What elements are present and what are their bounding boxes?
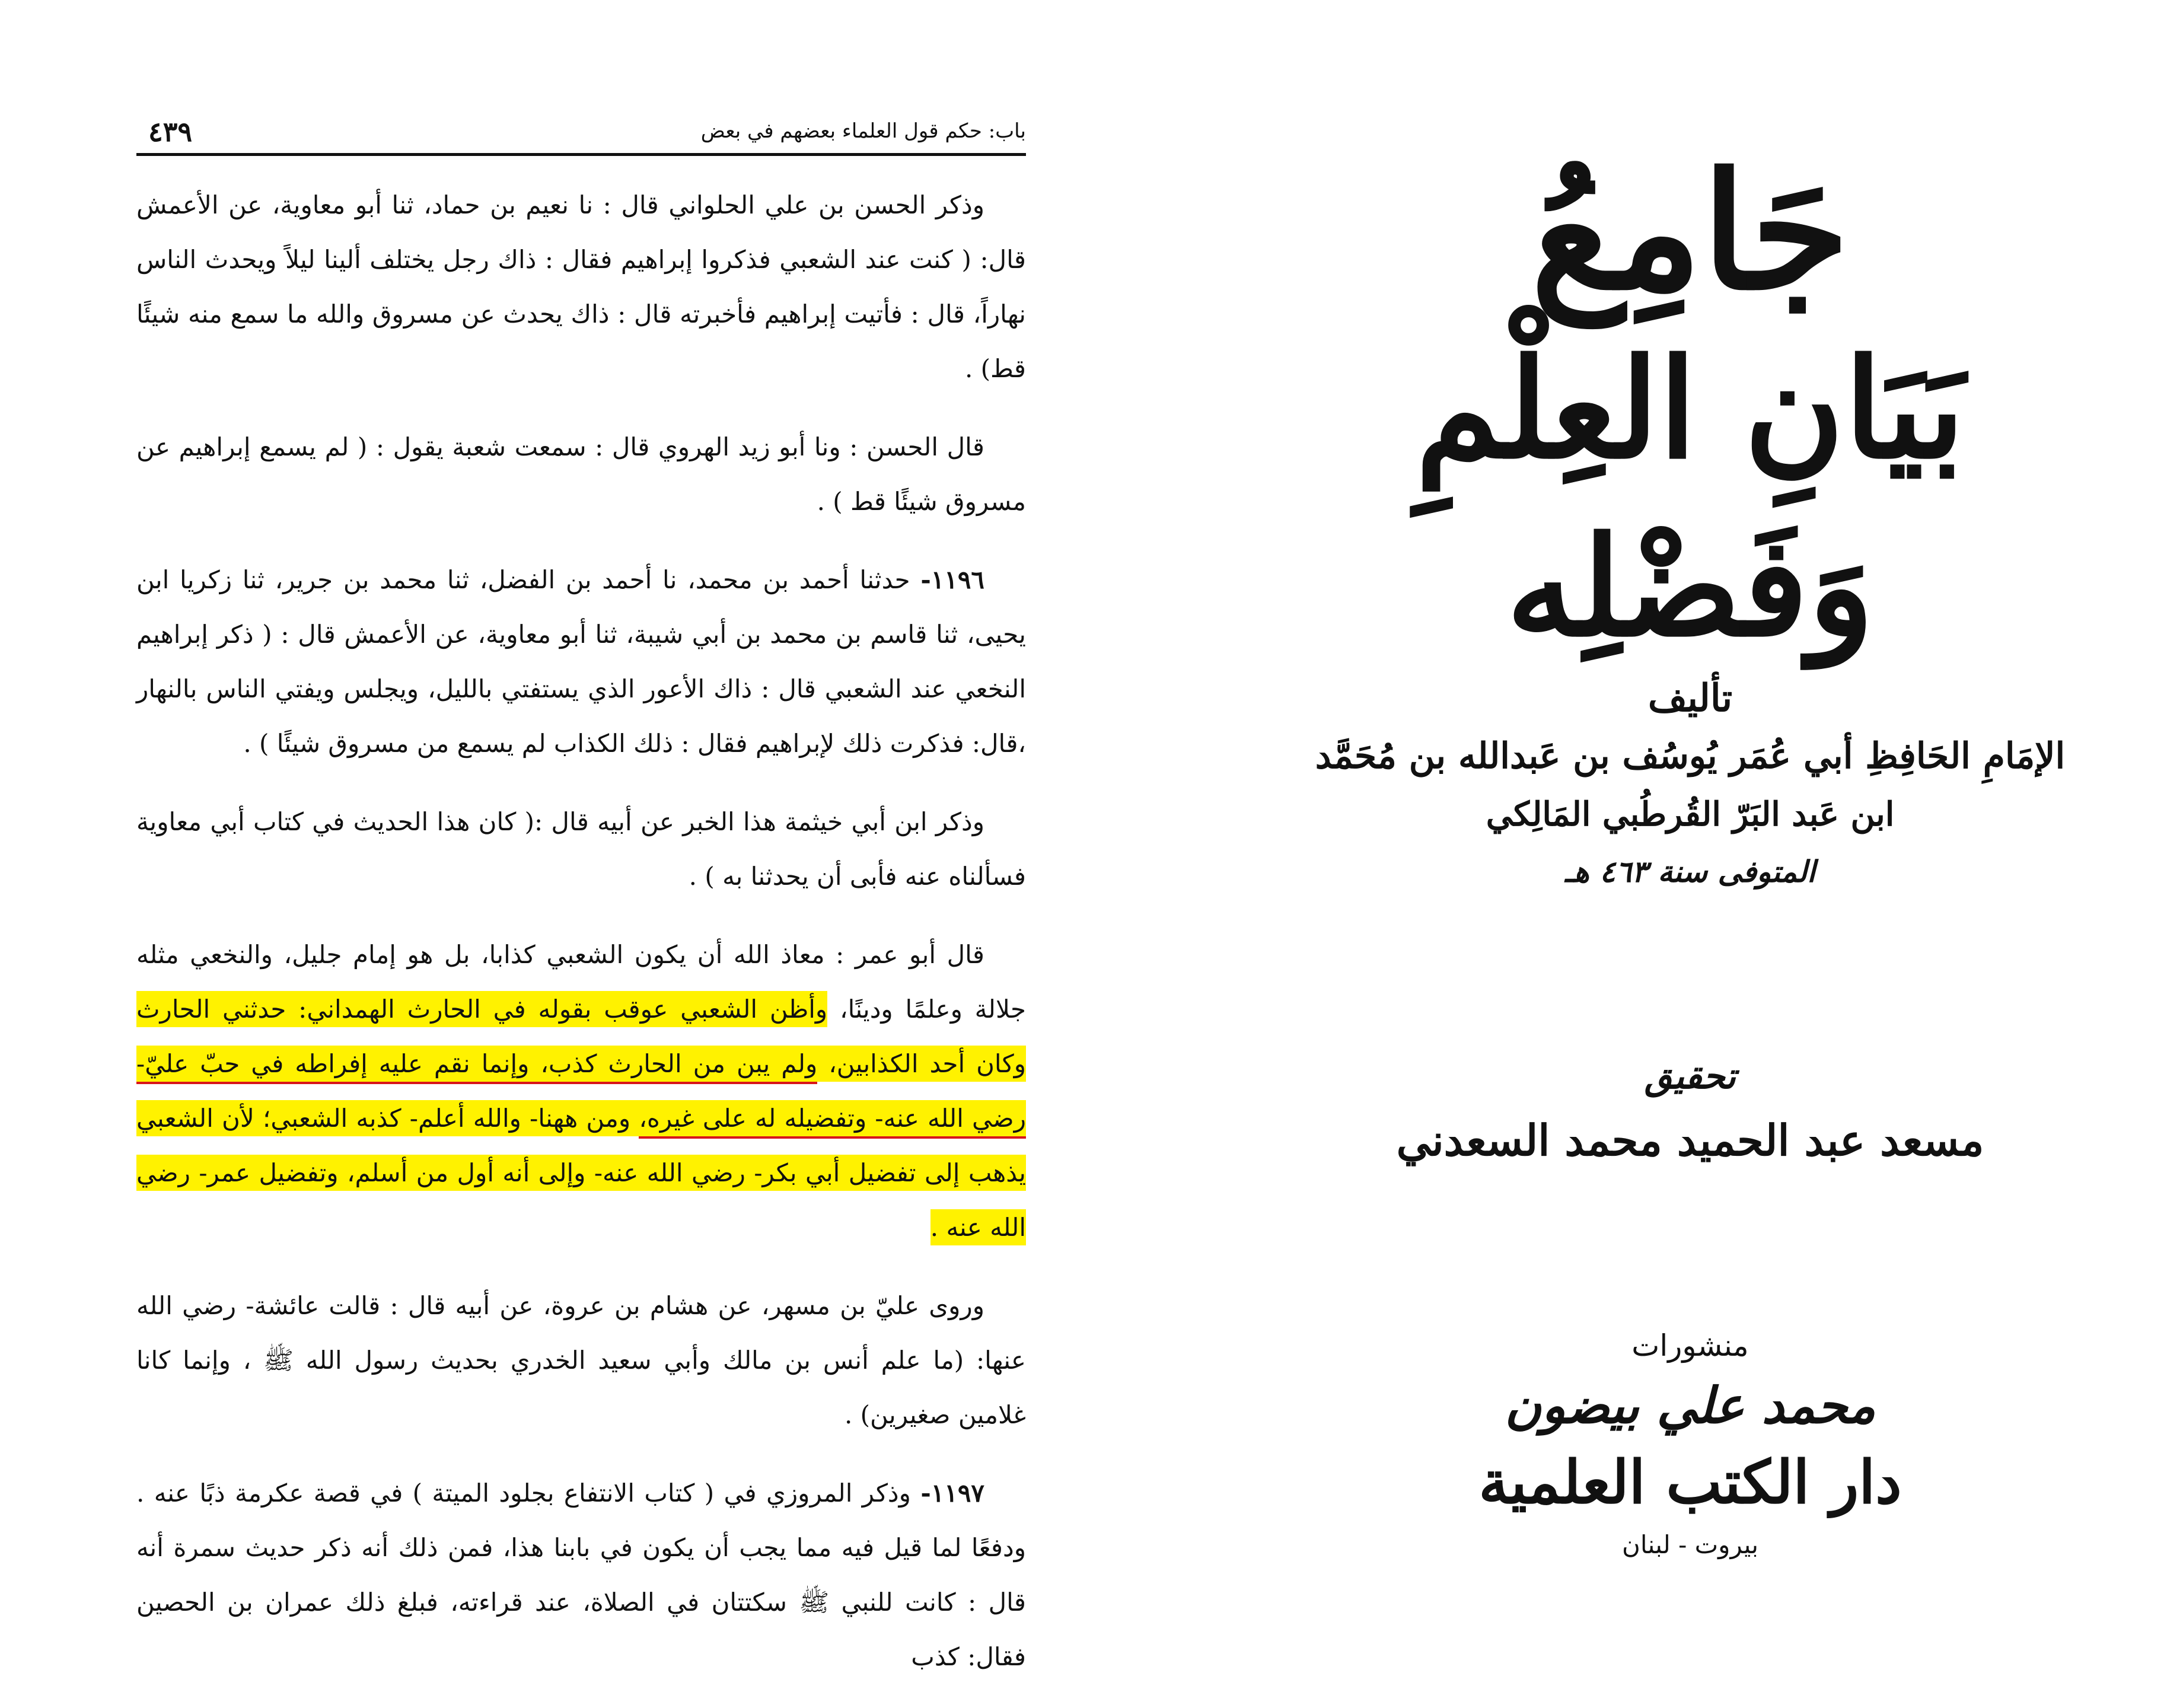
highlighted-text-2: ومن ههنا- والله أعلم- كذبه الشعبي؛ لأن الشعبي يذهب إلى تفضيل أبي بكر- رضي الله عنه- وإلى أنه أول من أسلم، وتفضيل عمر- رضي الله عنه . (136, 1100, 1026, 1245)
publisher-house: دار الكتب العلمية (1478, 1447, 1902, 1517)
chapter-title: باب: حكم قول العلماء بعضهم في بعض (700, 119, 1026, 143)
paragraph-ibn-abi-khaythama: وذكر ابن أبي خيثمة هذا الخبر عن أبيه قال :( كان هذا الحديث في كتاب أبي معاوية فسألناه عنه فأبى أن يحدثنا به ) . (136, 807, 1026, 891)
book-title-line-1: جَامِعُ (1531, 137, 1850, 326)
abu-umar-intro: قال أبو عمر : معاذ الله أن يكون الشعبي كذابا، بل هو إمام جليل، والنخعي مثله جلالة وعلمًا ودينًا، (136, 940, 1026, 1024)
header-rule (136, 153, 1026, 156)
hadith-1197-text: وذكر المروزي في ( كتاب الانتفاع بجلود الميتة ) في قصة عكرمة ذبًا عنه . ودفعًا لما قيل فيه مما يجب أن يكون في بابنا هذا، فمن ذلك أنه ذكر حديث سمرة أنه قال : كانت للنبي ﷺ سكتتان في الصلاة، عند قراءته، فبلغ ذلك عمران بن الحصين فقال: كذب (136, 1478, 1026, 1671)
right-page-cover (1275, 107, 2105, 1589)
author-line-1: الإمَامِ الحَافِظِ أبي عُمَر يُوسُف بن عَبدالله بن مُحَمَّد (1315, 735, 2066, 777)
paragraph-ali-ibn-mushir: وروى عليّ بن مسهر، عن هشام بن عروة، عن أبيه قال : قالت عائشة- رضي الله عنها: (ما علم أنس بن مالك وأبي سعيد الخدري بحديث رسول الله ﷺ ، وإنما كانا غلامين صغيرين) . (136, 1291, 1026, 1429)
hadith-1196-text: حدثنا أحمد بن محمد، نا أحمد بن الفضل، ثنا محمد بن جرير، ثنا زكريا ابن يحيى، ثنا قاسم بن محمد بن أبي شيبة، ثنا أبو معاوية، عن الأعمش قال : ( ذكر إبراهيم النخعي عند الشعبي قال : ذاك الأعور الذي يستفتي بالليل، ويجلس ويفتي الناس بالنهار ،قال: فذكرت ذلك لإبراهيم فقال : ذلك الكذاب لم يسمع من مسروق شيئًا ) . (136, 565, 1026, 758)
paragraph-abu-umar (136, 928, 1026, 1255)
editor-name: مسعد عبد الحميد محمد السعدني (1396, 1115, 1984, 1165)
death-year: المتوفى سنة ٤٦٣ هـ (1564, 854, 1816, 889)
running-head (136, 116, 1026, 151)
left-page (136, 107, 1027, 1671)
highlighted-text-1: وأظن الشعبي عوقب بقوله في الحارث الهمداني: حدثني الحارث وكان أحد الكذابين، (136, 991, 1026, 1082)
paragraph-hasan: قال الحسن : ونا أبو زيد الهروي قال : سمعت شعبة يقول : ( لم يسمع إبراهيم عن مسروق شيئًا قط ) . (136, 432, 1026, 516)
paragraph-hadith-1197 (136, 1466, 1026, 1684)
page-number: ٤٣٩ (148, 116, 193, 148)
publisher-block (1453, 1328, 1927, 1589)
publisher-city: بيروت - لبنان (1621, 1530, 1759, 1559)
publisher-label: منشورات (1631, 1328, 1749, 1363)
author-line-2: ابن عَبد البَرّ القُرطُبي المَالِكي (1486, 795, 1895, 834)
tahqiq-label: تحقيق (1645, 1056, 1736, 1097)
hadith-number-1197: ١١٩٧- (920, 1478, 984, 1508)
paragraph-hulwani: وذكر الحسن بن علي الحلواني قال : نا نعيم بن حماد، ثنا أبو معاوية، عن الأعمش قال: ( كنت عند الشعبي فذكروا إبراهيم فقال : ذاك رجل يختلف ألينا ليلاً ويحدث الناس نهاراً، قال : فأتيت إبراهيم فأخبرته قال : ذاك يحدث عن مسروق والله ما سمع منه شيئًا قط) . (136, 190, 1026, 383)
publisher-name: محمد علي بيضون (1505, 1376, 1876, 1435)
body-text (136, 178, 1026, 1708)
highlighted-underlined-text: ولم يبن من الحارث كذب، وإنما نقم عليه إفراطه في حبّ عليّ- رضي الله عنه- وتفضيله له على غيره، (136, 1046, 1026, 1139)
authorship-label: تأليف (1647, 676, 1733, 721)
hadith-number-1196: ١١٩٦- (920, 565, 984, 594)
paragraph-hadith-1196 (136, 553, 1026, 771)
book-title-line-2: بَيَانِ العِلْمِ وَفَضْلِه (1415, 329, 1965, 667)
